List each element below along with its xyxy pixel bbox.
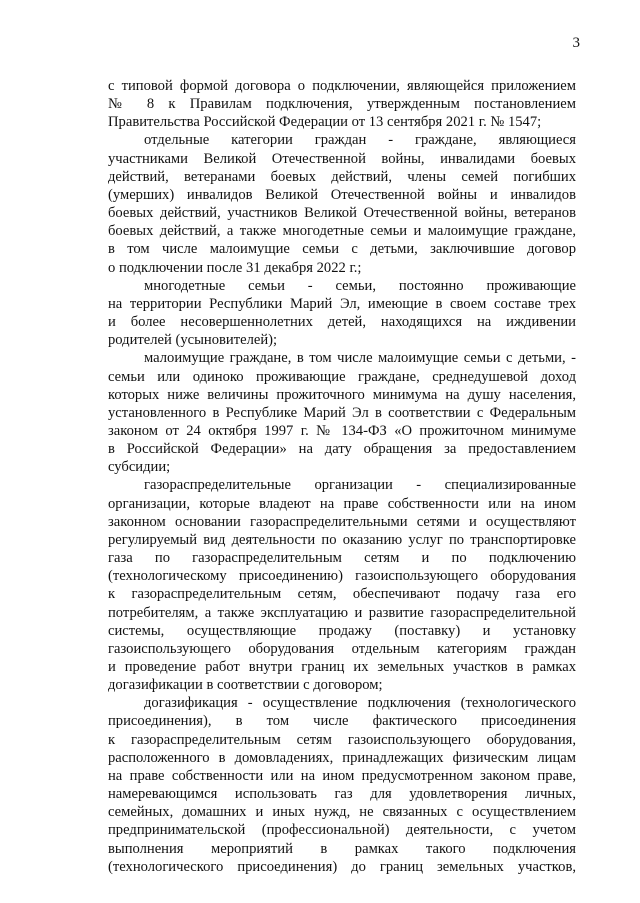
text-line: о подключении после 31 декабря 2022 г.;: [108, 259, 362, 276]
text-line: № 8 к Правилам подключения, утвержденным постановлением: [108, 96, 576, 113]
text-line: боевых действий, а также многодетные семьи и малоимущие граждане,: [108, 223, 576, 240]
text-line: предпринимательской (профессиональной) деятельности, с учетом: [108, 822, 576, 839]
text-line: на территории Республики Марий Эл, имеющие в своем составе трех: [108, 295, 576, 312]
text-line: (умерших) инвалидов Великой Отечественной войны и инвалидов: [108, 186, 576, 203]
paragraph: [108, 476, 576, 694]
text-line: газа по газораспределительным сетям и по подключению: [108, 550, 576, 567]
text-line: догазификации в соответствии с договором;: [108, 677, 383, 694]
paragraph: [108, 277, 576, 350]
text-line: системы, осуществляющие продажу (поставку) и установку: [108, 622, 576, 639]
paragraph: [108, 131, 576, 276]
text-line: организации, которые владеют на праве собственности или на ином: [108, 495, 576, 512]
text-line: семьи или одиноко проживающие граждане, среднедушевой доход: [108, 368, 576, 385]
text-line: семейных, домашних и иных нужд, не связанных с осуществлением: [108, 804, 576, 821]
text-line: намеревающимся использовать газ для удовлетворения личных,: [108, 786, 576, 803]
text-line: (технологическому присоединению) газоиспользующего оборудования: [108, 568, 576, 585]
text-line: регулируемый вид деятельности по оказанию услуг по транспортировке: [108, 531, 576, 548]
text-line: с типовой формой договора о подключении, являющейся приложением: [108, 78, 576, 94]
text-line: которых ниже величины прожиточного минимума на душу населения,: [108, 386, 576, 403]
text-line: (технологического присоединения) до границ земельных участков,: [108, 858, 576, 875]
text-line: газораспределительные организации - специализированные: [144, 477, 576, 494]
text-line: субсидии;: [108, 459, 171, 476]
paragraph: [108, 349, 576, 476]
text-line: расположенного в домовладениях, принадлежащих физическим лицам: [108, 749, 576, 766]
text-line: малоимущие граждане, в том числе малоимущие семьи с детьми, -: [144, 350, 576, 367]
page-number: 3: [572, 35, 580, 51]
text-line: и более несовершеннолетних детей, находящихся на иждивении: [108, 314, 576, 331]
text-line: потребителям, а также эксплуатацию и развитие газораспределительной: [108, 604, 576, 621]
text-line: родителей (усыновителей);: [108, 332, 278, 349]
text-line: многодетные семьи - семьи, постоянно проживающие: [144, 277, 576, 294]
text-line: боевых действий, участников Великой Отечественной войны, ветеранов: [108, 205, 576, 222]
text-line: догазификация - осуществление подключения (технологического: [144, 695, 576, 712]
text-line: Правительства Российской Федерации от 13 сентября 2021 г. № 1547;: [108, 114, 542, 131]
text-line: присоединения), в том числе фактического присоединения: [108, 713, 576, 730]
text-line: к газораспределительным сетям газоиспользующего оборудования,: [108, 731, 576, 748]
text-line: на праве собственности или на ином предусмотренном законом праве,: [108, 767, 576, 784]
text-line: к газораспределительным сетям, обеспечивают подачу газа его: [108, 586, 576, 603]
document-body: [108, 77, 576, 876]
paragraph: [108, 694, 576, 876]
text-line: выполнения мероприятий в рамках такого подключения: [108, 840, 576, 857]
text-line: отдельные категории граждан - граждане, являющиеся: [144, 132, 576, 149]
text-line: законном основании газораспределительными сетями и осуществляют: [108, 513, 576, 530]
text-line: газоиспользующего оборудования отдельным категориям граждан: [108, 640, 576, 657]
text-line: установленного в Республике Марий Эл в соответствии с Федеральным: [108, 404, 576, 421]
text-line: в Российской Федерации» на дату обращения за предоставлением: [108, 441, 576, 458]
paragraph: [108, 77, 576, 131]
text-line: участниками Великой Отечественной войны, инвалидами боевых: [108, 150, 576, 167]
text-line: и проведение работ внутри границ их земельных участков в рамках: [108, 659, 576, 675]
text-line: в том числе малоимущие семьи с детьми, заключившие договор: [108, 241, 576, 258]
text-line: действий, ветеранами боевых действий, члены семей погибших: [108, 168, 576, 185]
text-line: законом от 24 октября 1997 г. № 134-ФЗ «О прожиточном минимуме: [108, 422, 576, 439]
